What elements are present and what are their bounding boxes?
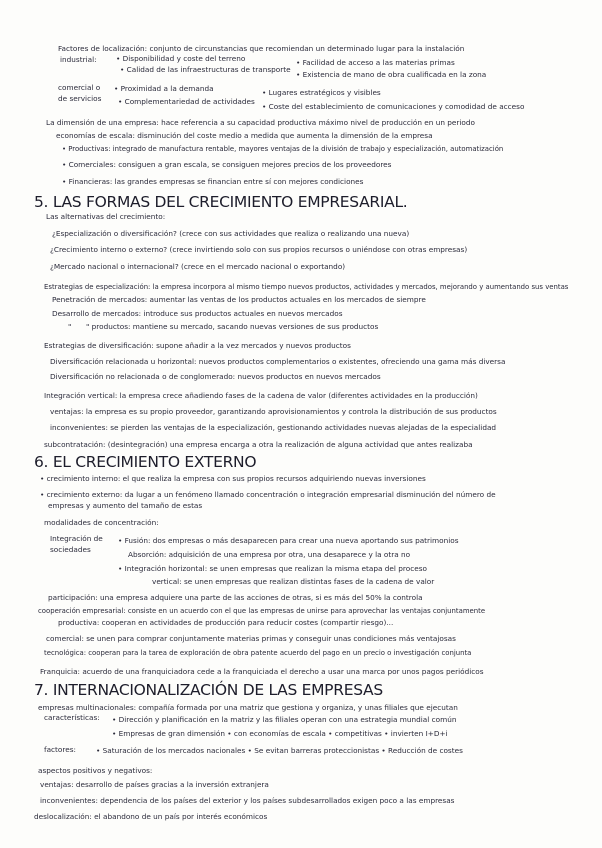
s7-line: aspectos positivos y negativos: — [38, 766, 153, 775]
s4-industrial-label: industrial: — [60, 55, 97, 64]
s4-line-financieras: • Financieras: las grandes empresas se financian entre sí con mejores condiciones — [62, 177, 364, 186]
s5-line: Estrategias de diversificación: supone añadir a la vez mercados y nuevos productos — [44, 341, 351, 350]
s4-industrial-item: • Calidad de las infraestructuras de transporte — [120, 65, 291, 74]
s4-line-economias: economías de escala: disminución del coste medio a medida que aumenta la dimensión de la empresa — [56, 131, 433, 140]
s6-line: tecnológica: cooperan para la tarea de exploración de obra patente acuerdo del pago en un precio o investigación conjunta — [44, 649, 472, 657]
s5-line: Estrategias de especialización: la empresa incorpora al mismo tiempo nuevos productos, actividades y mercados, mejorando y aumentando sus ventas — [44, 283, 569, 291]
s6-line: • crecimiento externo: da lugar a un fenómeno llamado concentración o integración empresarial disminución del número de — [40, 490, 496, 499]
s5-line: ventajas: la empresa es su propio proveedor, garantizando aprovisionamientos y controla la distribución de sus productos — [50, 407, 497, 416]
s4-industrial-item: • Existencia de mano de obra cualificada en la zona — [296, 70, 487, 79]
s4-comercial-item: • Lugares estratégicos y visibles — [262, 88, 381, 97]
s7-line: inconvenientes: dependencia de los países del exterior y los países subdesarrollados exigen poco a las empresas — [40, 796, 455, 805]
s5-line: Diversificación no relacionada o de conglomerado: nuevos productos en nuevos mercados — [50, 372, 381, 381]
s5-line: Diversificación relacionada u horizontal: nuevos productos complementarios o existentes, ofreciendo una gama más diversa — [50, 357, 506, 366]
s5-line: Integración vertical: la empresa crece añadiendo fases de la cadena de valor (diferentes actividades en la producción) — [44, 391, 478, 400]
s5-line: subcontratación: (desintegración) una empresa encarga a otra la realización de alguna actividad que antes realizaba — [44, 440, 473, 449]
s6-line: modalidades de concentración: — [44, 518, 159, 527]
s7-line: empresas multinacionales: compañía formada por una matriz que gestiona y organiza, y unas filiales que ejecutan — [38, 703, 458, 712]
section-6-heading: 6. EL CRECIMIENTO EXTERNO — [34, 453, 257, 471]
s5-line: Las alternativas del crecimiento: — [46, 212, 166, 221]
s4-comercial-label: comercial o — [58, 83, 101, 92]
s6-line: • crecimiento interno: el que realiza la empresa con sus propios recursos adquiriendo nuevas inversiones — [40, 474, 426, 483]
s4-servicios-item: • Coste del establecimiento de comunicaciones y comodidad de acceso — [262, 102, 525, 111]
s5-line: ¿Especialización o diversificación? (crece con sus actividades que realiza o realizando una nueva) — [52, 229, 410, 238]
s7-factores-label: factores: — [44, 745, 76, 754]
s7-line: • Saturación de los mercados nacionales • Se evitan barreras proteccionistas • Reducción de costes — [96, 746, 463, 755]
s5-line: ¿Mercado nacional o internacional? (crece en el mercado nacional o exportando) — [50, 262, 346, 271]
s4-line-productivas: • Productivas: integrado de manufactura rentable, mayores ventajas de la división de trabajo y especialización, automatización — [62, 145, 504, 153]
s6-line: comercial: se unen para comprar conjuntamente materias primas y conseguir unas condiciones más ventajosas — [46, 634, 456, 643]
s4-servicios-label: de servicios — [58, 94, 102, 103]
s7-line: • Empresas de gran dimensión • con economías de escala • competitivas • invierten I+D+i — [112, 729, 448, 738]
s6-absorcion: Absorción: adquisición de una empresa por otra, una desaparece y la otra no — [128, 550, 411, 559]
s7-line: deslocalización: el abandono de un país por interés económicos — [34, 812, 268, 821]
s5-line: Desarrollo de mercados: introduce sus productos actuales en nuevos mercados — [52, 309, 343, 318]
s7-caracteristicas-label: características: — [44, 713, 100, 722]
s4-servicios-item: • Complementariedad de actividades — [118, 97, 255, 106]
s5-line: " productos: mantiene su mercado, sacando nuevas versiones de sus productos — [86, 322, 379, 331]
s6-integracion-label: Integración de — [50, 534, 103, 543]
s4-line-localizacion: Factores de localización: conjunto de circunstancias que recomiendan un determinado lugar para la instalación — [58, 44, 465, 53]
section-5-heading: 5. LAS FORMAS DEL CRECIMIENTO EMPRESARIAL. — [34, 193, 408, 211]
s5-line: ¿Crecimiento interno o externo? (crece invirtiendo solo con sus propios recursos o uniéndose con otras empresas) — [50, 245, 468, 254]
s4-comercial-item: • Proximidad a la demanda — [114, 84, 214, 93]
s6-line: • Integración horizontal: se unen empresas que realizan la misma etapa del proceso — [118, 564, 427, 573]
s6-line: Franquicia: acuerdo de una franquiciadora cede a la franquiciada el derecho a usar una marca por unos pagos periódicos — [40, 667, 484, 676]
s7-line: ventajas: desarrollo de países gracias a la inversión extranjera — [40, 780, 269, 789]
s4-industrial-item: • Disponibilidad y coste del terreno — [116, 54, 246, 63]
s6-line: vertical: se unen empresas que realizan distintas fases de la cadena de valor — [152, 577, 435, 586]
s6-line: productiva: cooperan en actividades de producción para reducir costes (compartir riesgo)... — [58, 618, 394, 627]
s6-line: participación: una empresa adquiere una parte de las acciones de otras, si es más del 50% la controla — [48, 593, 423, 602]
s5-line: Penetración de mercados: aumentar las ventas de los productos actuales en los mercados de siempre — [52, 295, 426, 304]
s7-line: • Dirección y planificación en la matriz y las filiales operan con una estrategia mundial común — [112, 715, 457, 724]
s6-line: cooperación empresarial: consiste en un acuerdo con el que las empresas de unirse para aprovechar las ventajas conjuntamente — [38, 607, 486, 615]
s4-industrial-item: • Facilidad de acceso a las materias primas — [296, 58, 455, 67]
s6-sociedades-label: sociedades — [50, 545, 91, 554]
s5-line: inconvenientes: se pierden las ventajas de la especialización, gestionando actividades nuevas alejadas de la especialidad — [50, 423, 497, 432]
s6-line: empresas y aumento del tamaño de estas — [48, 501, 203, 510]
s5-ditto-mark: " — [68, 322, 72, 331]
s6-fusion: • Fusión: dos empresas o más desaparecen para crear una nueva aportando sus patrimonios — [118, 536, 459, 545]
section-7-heading: 7. INTERNACIONALIZACIÓN DE LAS EMPRESAS — [34, 681, 383, 699]
s4-line-comerciales: • Comerciales: consiguen a gran escala, se consiguen mejores precios de los proveedores — [62, 160, 392, 169]
s4-line-dimension: La dimensión de una empresa: hace referencia a su capacidad productiva máximo nivel de producción en un periodo — [46, 118, 475, 127]
